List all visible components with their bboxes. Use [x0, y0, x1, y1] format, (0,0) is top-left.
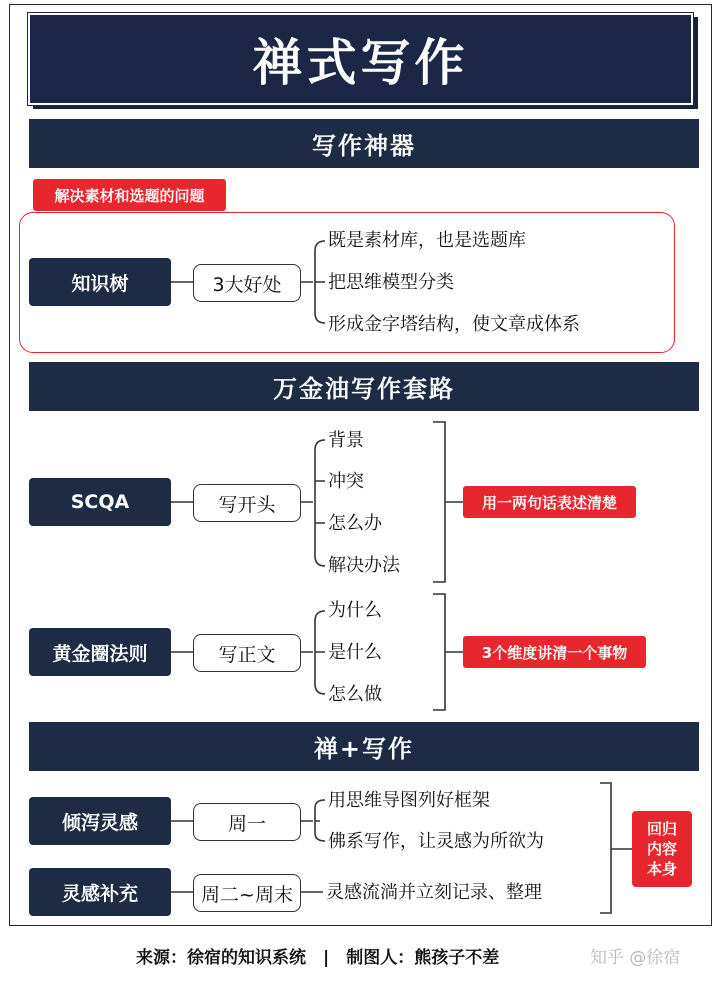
node-knowledge-tree: 知识树 — [29, 258, 171, 306]
leaf-item: 怎么做 — [328, 684, 382, 705]
node-scqa: SCQA — [29, 478, 171, 526]
node-supplement-inspiration: 灵感补充 — [29, 868, 171, 916]
section-title: 万金油写作套路 — [273, 375, 455, 403]
node-three-benefits: 3大好处 — [193, 264, 301, 302]
node-write-opening: 写开头 — [193, 484, 301, 522]
section-bar-formula — [29, 362, 699, 411]
leaf-item: 用思维导图列好框架 — [328, 790, 490, 811]
leaf-item: 背景 — [328, 430, 364, 451]
page-title: 禅式写作 — [252, 34, 469, 92]
node-golden-circle: 黄金圈法则 — [29, 628, 171, 676]
leaf-item: 是什么 — [328, 642, 382, 663]
problem-tag: 解决素材和选题的问题 — [33, 179, 226, 211]
scqa-note-tag: 用一两句话表述清楚 — [463, 486, 636, 518]
section-bar-writing-tool — [29, 119, 699, 168]
return-to-content-tag — [632, 811, 692, 887]
node-tue-to-weekend: 周二~周末 — [193, 874, 301, 912]
tag-line: 回归 — [646, 820, 677, 838]
leaf-item: 灵感流淌并立刻记录、整理 — [326, 882, 542, 903]
leaf-item: 佛系写作，让灵感为所欲为 — [328, 831, 544, 852]
leaf-item: 冲突 — [328, 471, 364, 492]
section-bar-zen — [29, 722, 699, 771]
section-title: 写作神器 — [312, 132, 416, 160]
node-pour-inspiration: 倾泻灵感 — [29, 797, 171, 845]
title-banner — [28, 13, 693, 105]
leaf-item: 为什么 — [328, 600, 382, 621]
source-credit: 来源：徐宿的知识系统 | 制图人：熊孩子不差 — [136, 948, 500, 968]
section-title: 禅+写作 — [313, 735, 415, 763]
node-monday: 周一 — [193, 803, 301, 841]
leaf-item: 怎么办 — [328, 513, 382, 534]
golden-note-tag: 3个维度讲清一个事物 — [463, 636, 646, 668]
watermark: 知乎 @徐宿 — [590, 948, 681, 968]
leaf-item: 既是素材库，也是选题库 — [328, 230, 526, 251]
leaf-item: 把思维模型分类 — [328, 272, 454, 293]
leaf-item: 解决办法 — [328, 555, 400, 576]
node-write-body: 写正文 — [193, 634, 301, 672]
tag-line: 本身 — [646, 860, 677, 878]
leaf-item: 形成金字塔结构，使文章成体系 — [328, 314, 580, 335]
tag-line: 内容 — [646, 840, 677, 858]
